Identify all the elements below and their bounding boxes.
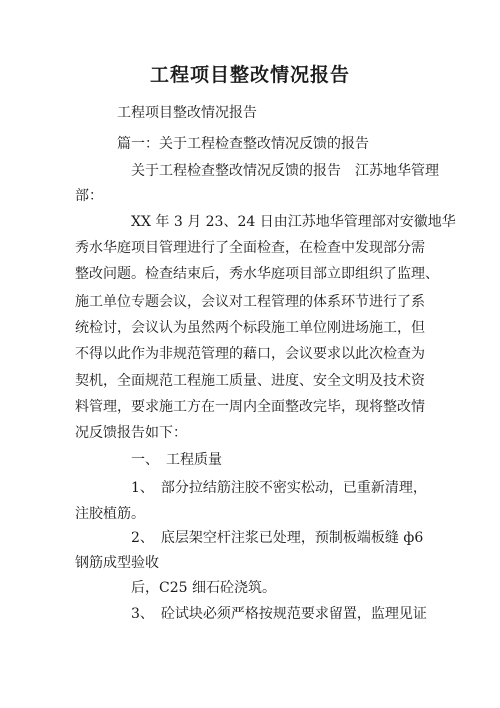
paragraph-line: 不得以此作为非规范管理的藉口，会议要求以此次检查为 — [75, 346, 425, 362]
list-item-cont: 注胶植筋。 — [75, 506, 145, 522]
report-heading-line: 关于工程检查整改情况反馈的报告 江苏地华管理 — [131, 163, 439, 179]
paragraph-line: 况反馈报告如下： — [75, 425, 187, 441]
paragraph-line: XX 年 3 月 23、24 日由江苏地华管理部对安徽地华 — [131, 214, 456, 230]
subtitle-line: 工程项目整改情况报告 — [117, 105, 257, 121]
list-item-cont: 后，C25 细石砼浇筑。 — [131, 580, 276, 596]
paragraph-line: 契机，全面规范工程施工质量、进度、安全文明及技术资 — [75, 373, 425, 389]
list-item-cont: 钢筋成型验收 — [75, 555, 159, 571]
paragraph-line: 整改问题。检查结束后，秀水华庭项目部立即组织了监理、 — [75, 266, 439, 282]
list-item: 3、 砼试块必须严格按规范要求留置，监理见证 — [131, 606, 427, 622]
section-item-heading: 一、 工程质量 — [131, 452, 222, 468]
paragraph-line: 施工单位专题会议，会议对工程管理的体系环节进行了系 — [75, 294, 425, 310]
report-heading-cont: 部： — [75, 188, 103, 204]
document-title: 工程项目整改情况报告 — [149, 64, 350, 86]
list-item: 1、 部分拉结筋注胶不密实松动，已重新清理， — [131, 480, 427, 496]
list-item: 2、 底层架空杆注浆已处理，预制板端板缝 ф6 — [131, 530, 424, 546]
paragraph-line: 统检讨，会议认为虽然两个标段施工单位刚进场施工，但 — [75, 320, 425, 336]
section-heading: 篇一：关于工程检查整改情况反馈的报告 — [117, 136, 369, 152]
paragraph-line: 料管理，要求施工方在一周内全面整改完毕，现将整改情 — [75, 399, 425, 415]
paragraph-line: 秀水华庭项目管理进行了全面检查，在检查中发现部分需 — [75, 240, 425, 256]
